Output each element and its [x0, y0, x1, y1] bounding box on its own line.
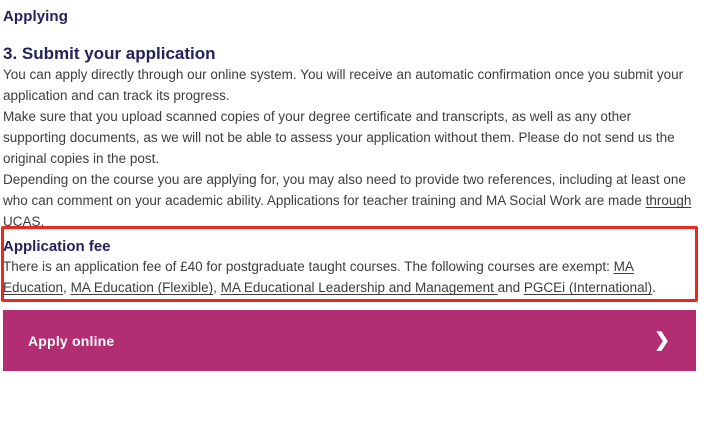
- apply-online-button[interactable]: [3, 310, 696, 371]
- section-heading: 3. Submit your application: [3, 44, 216, 63]
- application-fee-heading: Application fee: [3, 238, 111, 256]
- page-title: Applying: [3, 8, 68, 25]
- text-segment: ,: [63, 280, 71, 296]
- apply-online-label: Apply online: [28, 332, 115, 349]
- ma-education-link[interactable]: MA Education: [3, 259, 634, 296]
- pgcei-international-link[interactable]: PGCEi (International): [523, 280, 653, 296]
- application-fee-section: [3, 238, 696, 298]
- ma-educational-leadership-link[interactable]: MA Educational Leadership and Management: [220, 280, 498, 296]
- text-segment: .: [652, 280, 656, 296]
- chevron-right-icon: ❯: [654, 330, 670, 352]
- through-ucas-link[interactable]: through UCAS: [3, 193, 692, 230]
- paragraph-references: [3, 169, 696, 232]
- text-segment: and: [497, 280, 524, 296]
- text-segment: .: [40, 214, 45, 230]
- text-segment: There is an application fee of £40 for postgraduate taught courses. The following courses are exempt:: [3, 259, 614, 275]
- paragraph-scanned-copies: Make sure that you upload scanned copies of your degree certificate and transcripts, as well as any other supporting documents, as we will not be able to assess your application without them. Please do not send us the original copies in the post.: [3, 109, 675, 167]
- paragraph-online-system: You can apply directly through our online system. You will receive an automatic confirmation once you submit your application and can track its progress.: [3, 67, 684, 104]
- text-segment: Depending on the course you are applying for, you may also need to provide two references, including at least one who can comment on your academic ability. Applications for teacher training and MA Social Work are made: [3, 172, 686, 209]
- text-segment: ,: [213, 280, 221, 296]
- paragraph-application-fee: [3, 256, 696, 298]
- ma-education-flexible-link[interactable]: MA Education (Flexible): [70, 280, 214, 296]
